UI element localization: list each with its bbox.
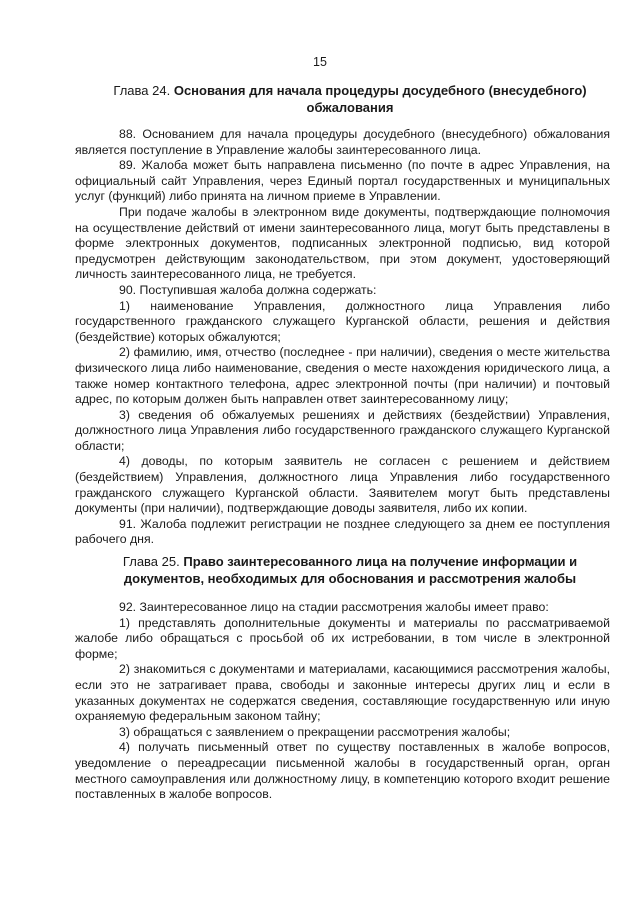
paragraph-90-item-1: 1) наименование Управления, должностного лица Управления либо государственного гражданского служащего Курганской области, решения и действия (бездействие) которых обжалуются; xyxy=(75,298,610,344)
paragraph-90-item-3: 3) сведения об обжалуемых решениях и действиях (бездействии) Управления, должностного лица Управления либо государственного гражданского служащего Курганской области; xyxy=(75,407,610,453)
chapter-25-heading xyxy=(100,553,600,587)
paragraph-92-item-2: 2) знакомиться с документами и материалами, касающимися рассмотрения жалобы, если это не затрагивает права, свободы и законные интересы других лиц и если в указанных документах не содержатся сведения, составляющие государственную или иную охраняемую федеральным законом тайну; xyxy=(75,662,610,724)
page-number: 15 xyxy=(313,55,327,69)
paragraph-91: 91. Жалоба подлежит регистрации не позднее следующего за днем ее поступления рабочего дня. xyxy=(75,516,610,547)
chapter-24-title: Основания для начала процедуры досудебного (внесудебного) обжалования xyxy=(173,83,587,115)
paragraph-92-item-4: 4) получать письменный ответ по существу поставленных в жалобе вопросов, уведомление о переадресации письменной жалобы в государственный орган, орган местного самоуправления или должностному лицу, в компетенцию которого входит решение поставленных в жалобе вопросов. xyxy=(75,740,610,802)
paragraph-90: 90. Поступившая жалоба должна содержать: xyxy=(119,282,377,297)
chapter-24-label: Глава 24. xyxy=(113,83,171,98)
paragraph-electronic-submission: При подаче жалобы в электронном виде документы, подтверждающие полномочия на осуществление действий от имени заинтересованного лица, могут быть представлены в форме электронных документов, подписанных электронной подписью, вид которой предусмотрен действующим законодательством, при этом документ, удостоверяющий личность заинтересованного лица, не требуется. xyxy=(75,204,610,282)
paragraph-92: 92. Заинтересованное лицо на стадии рассмотрения жалобы имеет право: xyxy=(119,600,549,614)
paragraph-89: 89. Жалоба может быть направлена письменно (по почте в адрес Управления, на официальный сайт Управления, через Единый портал государственных и муниципальных услуг (функций) либо принята на личном приеме в Управлении. xyxy=(75,158,610,204)
chapter-25-label: Глава 25. xyxy=(122,554,180,569)
chapter-24-heading xyxy=(100,82,600,116)
chapter-25-body xyxy=(75,600,610,803)
paragraph-92-item-3: 3) обращаться с заявлением о прекращении рассмотрения жалобы; xyxy=(119,724,511,739)
paragraph-92-item-1: 1) представлять дополнительные документы и материалы по рассматриваемой жалобе либо обращаться с просьбой об их истребовании, в том числе в электронной форме; xyxy=(75,615,610,661)
chapter-25-title: Право заинтересованного лица на получение информации и документов, необходимых для обоснования и рассмотрения жалобы xyxy=(123,554,578,586)
chapter-24-body xyxy=(75,127,610,548)
paragraph-90-item-2: 2) фамилию, имя, отчество (последнее - при наличии), сведения о месте жительства физического лица либо наименование, сведения о месте нахождения юридического лица, а также номер контактного телефона, адрес электронной почты (при наличии) и почтовый адрес, по которым должен быть направлен ответ заинтересованному лицу; xyxy=(75,345,610,407)
paragraph-88: 88. Основанием для начала процедуры досудебного (внесудебного) обжалования является поступление в Управление жалобы заинтересованного лица. xyxy=(75,127,610,157)
paragraph-90-item-4: 4) доводы, по которым заявитель не согласен с решением и действием (бездействием) Управления, должностного лица Управления либо государственного гражданского служащего Курганской области. Заявителем могут быть представлены документы (при наличии), подтверждающие доводы заявителя, либо их копии. xyxy=(75,454,610,516)
